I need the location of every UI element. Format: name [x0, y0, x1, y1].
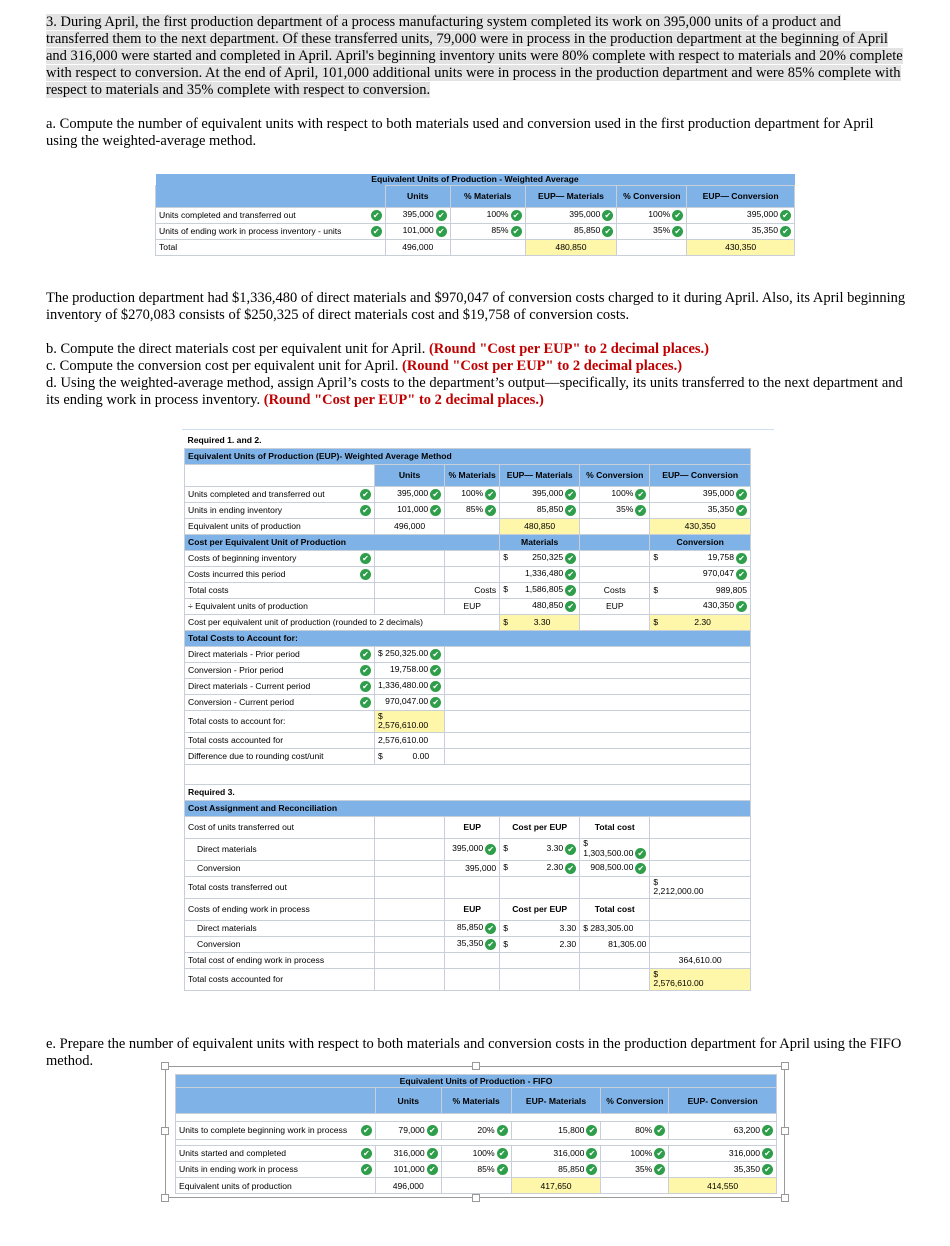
- table-cell: [375, 860, 445, 876]
- table-cell: $ 2.30: [500, 936, 580, 952]
- table-cell: Conversion: [185, 936, 375, 952]
- check-icon: ✔: [511, 210, 522, 221]
- table-cell: [500, 952, 580, 968]
- table-row: [176, 1122, 777, 1140]
- table-cell: Units completed and transferred out ✔: [156, 207, 386, 223]
- table-cell: [580, 550, 650, 566]
- check-icon: ✔: [736, 489, 747, 500]
- check-icon: ✔: [762, 1164, 773, 1175]
- check-icon: ✔: [586, 1148, 597, 1159]
- check-icon: ✔: [654, 1164, 665, 1175]
- table-cell: $ 2,212,000.00: [650, 876, 751, 898]
- table-cell: EUP: [580, 598, 650, 614]
- table-cell: Direct materials: [185, 838, 375, 860]
- check-icon: ✔: [780, 226, 791, 237]
- table-cell: Units: [375, 464, 445, 486]
- table-cell: $ 2,576,610.00: [650, 968, 751, 990]
- table-cell: 480,850: [500, 518, 580, 534]
- table-cell: $ 2.30 ✔: [500, 860, 580, 876]
- check-icon: ✔: [780, 210, 791, 221]
- table-cell: [500, 876, 580, 898]
- table-cell: Total: [156, 239, 386, 255]
- check-icon: ✔: [427, 1148, 438, 1159]
- check-icon: ✔: [361, 1148, 372, 1159]
- table-cell: 395,000 ✔: [385, 207, 450, 223]
- question-intro: [46, 14, 906, 99]
- table-cell: 63,200 ✔: [669, 1122, 777, 1140]
- table-cell: 316,000 ✔: [375, 1146, 441, 1162]
- col-pct-conversion: % Conversion: [617, 185, 687, 207]
- table-cell: 316,000 ✔: [511, 1146, 601, 1162]
- table-cell: 395,000: [445, 860, 500, 876]
- check-icon: ✔: [436, 226, 447, 237]
- table-cell: Direct materials - Current period ✔: [185, 678, 375, 694]
- table-cell: $ 989,805: [650, 582, 751, 598]
- table-cell: 100% ✔: [445, 486, 500, 502]
- col-eup-materials: EUP— Materials: [525, 185, 617, 207]
- table-cell: [375, 566, 445, 582]
- table-cell: [445, 732, 751, 748]
- table-cell: [445, 952, 500, 968]
- table-cell: [445, 566, 500, 582]
- table-cell: Total costs: [185, 582, 375, 598]
- check-icon: ✔: [360, 489, 371, 500]
- table-cell: Required 3.: [185, 784, 751, 800]
- table-cell: Cost per EUP: [500, 816, 580, 838]
- table-cell: $ 250,325.00 ✔: [375, 646, 445, 662]
- table-cell: [445, 662, 751, 678]
- table-cell: 414,550: [669, 1178, 777, 1194]
- table-cell: [650, 920, 751, 936]
- table-row: [185, 486, 751, 502]
- table-cell: [445, 678, 751, 694]
- check-icon: ✔: [565, 553, 576, 564]
- table-cell: $ 283,305.00: [580, 920, 650, 936]
- table-cell: [445, 518, 500, 534]
- table-cell: Conversion - Prior period ✔: [185, 662, 375, 678]
- table-cell: EUP— Conversion: [650, 464, 751, 486]
- col-pct-materials: % Materials: [450, 185, 525, 207]
- table-cell: Costs: [445, 582, 500, 598]
- table-cell: Total cost: [580, 898, 650, 920]
- table-cell: 395,000 ✔: [650, 486, 751, 502]
- check-icon: ✔: [672, 210, 683, 221]
- table-cell: 15,800 ✔: [511, 1122, 601, 1140]
- table-cell: [650, 816, 751, 838]
- check-icon: ✔: [360, 665, 371, 676]
- required-1-2-label: Required 1. and 2.: [187, 434, 262, 445]
- table-cell: [617, 239, 687, 255]
- check-icon: ✔: [635, 848, 646, 859]
- check-icon: ✔: [635, 505, 646, 516]
- table-cell: Conversion - Current period ✔: [185, 694, 375, 710]
- table-cell: [580, 614, 650, 630]
- question-intro-text: 3. During April, the first production department of a process manufacturing system completed its work on 395,000 units of a product and transferred them to the next department. Of these transferred units, 79,000 were in process in the production department at the beginning of April and 316,000 were started and completed in April. April's beginning inventory units were 80% complete with respect to materials and 20% complete with respect to conversion. At the end of April, 101,000 additional units were in process in the production department and were 85% complete with respect to materials and 35% complete with respect to conversion.: [46, 14, 903, 98]
- table-cell: $ 1,586,805 ✔: [500, 582, 580, 598]
- check-icon: ✔: [430, 489, 441, 500]
- table-cell: 430,350: [687, 239, 795, 255]
- table-cell: 364,610.00: [650, 952, 751, 968]
- table-cell: 101,000 ✔: [385, 223, 450, 239]
- table-cell: [445, 694, 751, 710]
- table-cell: EUP- Materials: [511, 1088, 601, 1114]
- table-cell: [375, 968, 445, 990]
- table-bd: [184, 432, 751, 991]
- part-e-prompt: e. Prepare the number of equivalent units with respect to both materials and conversion costs in the production department for April using the FIFO method.: [46, 1036, 902, 1069]
- check-icon: ✔: [565, 569, 576, 580]
- check-icon: ✔: [565, 585, 576, 596]
- table-cell: Cost per equivalent unit of production (rounded to 2 decimals): [185, 614, 500, 630]
- costs-paragraph: The production department had $1,336,480 of direct materials and $970,047 of conversion costs charged to it during April. Also, its April beginning inventory of $270,083 consists of $250,325 of direct materials cost and $19,758 of conversion costs.: [46, 290, 906, 323]
- table-cell: 908,500.00 ✔: [580, 860, 650, 876]
- check-icon: ✔: [361, 1164, 372, 1175]
- check-icon: ✔: [430, 505, 441, 516]
- check-icon: ✔: [565, 844, 576, 855]
- check-icon: ✔: [736, 569, 747, 580]
- table-cell: Cost of units transferred out: [185, 816, 375, 838]
- table-cell: [375, 898, 445, 920]
- table-cell: Costs of beginning inventory ✔: [185, 550, 375, 566]
- check-icon: ✔: [360, 553, 371, 564]
- table-e-title: Equivalent Units of Production - FIFO: [176, 1075, 777, 1088]
- part-a-prompt: a. Compute the number of equivalent units with respect to both materials used and conversion used in the first production department for April using the weighted-average method.: [46, 116, 874, 149]
- table-cell: 35,350 ✔: [650, 502, 751, 518]
- table-row-total: [156, 239, 795, 255]
- table-cell: [375, 598, 445, 614]
- table-cell: [580, 876, 650, 898]
- table-cell: [185, 464, 375, 486]
- table-cell: 35,350 ✔: [445, 936, 500, 952]
- check-icon: ✔: [360, 697, 371, 708]
- table-cell: 496,000: [385, 239, 450, 255]
- table-cell: % Materials: [441, 1088, 511, 1114]
- check-icon: ✔: [427, 1164, 438, 1175]
- table-cell: 395,000 ✔: [445, 838, 500, 860]
- table-cell: Costs of ending work in process: [185, 898, 375, 920]
- check-icon: ✔: [485, 844, 496, 855]
- check-icon: ✔: [586, 1125, 597, 1136]
- table-cell: 85% ✔: [441, 1162, 511, 1178]
- check-icon: ✔: [485, 505, 496, 516]
- table-cell: 101,000 ✔: [375, 502, 445, 518]
- table-cell: EUP— Materials: [500, 464, 580, 486]
- check-icon: ✔: [635, 489, 646, 500]
- table-row: [176, 1146, 777, 1162]
- table-cell: EUP: [445, 898, 500, 920]
- table-cell: 100% ✔: [601, 1146, 669, 1162]
- table-cell: 101,000 ✔: [375, 1162, 441, 1178]
- table-cell: 395,000 ✔: [525, 207, 617, 223]
- check-icon: ✔: [497, 1125, 508, 1136]
- check-icon: ✔: [360, 681, 371, 692]
- table-cell: 20% ✔: [441, 1122, 511, 1140]
- check-icon: ✔: [371, 226, 382, 237]
- check-icon: ✔: [360, 649, 371, 660]
- table-cell: Units in ending work in process ✔: [176, 1162, 376, 1178]
- table-cell: Total costs to account for:: [185, 710, 375, 732]
- table-cell: Difference due to rounding cost/unit: [185, 748, 375, 764]
- table-cell: 79,000 ✔: [375, 1122, 441, 1140]
- table-cell: 480,850: [525, 239, 617, 255]
- table-cell: Costs incurred this period ✔: [185, 566, 375, 582]
- check-icon: ✔: [654, 1148, 665, 1159]
- table-cell: 430,350 ✔: [650, 598, 751, 614]
- check-icon: ✔: [485, 939, 496, 950]
- table-bd-title: Equivalent Units of Production (EUP)- Weighted Average Method: [185, 448, 751, 464]
- table-cell: [650, 838, 751, 860]
- check-icon: ✔: [430, 665, 441, 676]
- table-cell: $ 3.30: [500, 614, 580, 630]
- table-cell: EUP: [445, 598, 500, 614]
- table-cell: ÷ Equivalent units of production: [185, 598, 375, 614]
- check-icon: ✔: [565, 601, 576, 612]
- table-cell: [580, 566, 650, 582]
- table-cell: 395,000 ✔: [500, 486, 580, 502]
- table-cell: [580, 534, 650, 550]
- table-cell: [156, 185, 386, 207]
- table-cell: $ 2.30: [650, 614, 751, 630]
- check-icon: ✔: [736, 601, 747, 612]
- table-cell: Conversion: [185, 860, 375, 876]
- table-cell: 496,000: [375, 518, 445, 534]
- table-cell: [375, 920, 445, 936]
- table-cell: Direct materials: [185, 920, 375, 936]
- table-cell: [650, 936, 751, 952]
- table-cell: Equivalent units of production: [185, 518, 375, 534]
- check-icon: ✔: [485, 489, 496, 500]
- check-icon: ✔: [497, 1148, 508, 1159]
- table-cell: [185, 764, 751, 784]
- table-cell: 19,758.00 ✔: [375, 662, 445, 678]
- table-cell: Direct materials - Prior period ✔: [185, 646, 375, 662]
- check-icon: ✔: [565, 863, 576, 874]
- table-cell: [375, 952, 445, 968]
- table-row-total: [176, 1178, 777, 1194]
- table-cell: 480,850 ✔: [500, 598, 580, 614]
- table-cell: 100% ✔: [580, 486, 650, 502]
- check-icon: ✔: [565, 505, 576, 516]
- check-icon: ✔: [360, 569, 371, 580]
- table-cell: [375, 876, 445, 898]
- table-cell: Total cost of ending work in process: [185, 952, 375, 968]
- table-a: [155, 174, 795, 256]
- table-cell: [445, 748, 751, 764]
- table-cell: 85,850 ✔: [511, 1162, 601, 1178]
- table-cell: 395,000 ✔: [375, 486, 445, 502]
- table-cell: 35% ✔: [617, 223, 687, 239]
- check-icon: ✔: [430, 697, 441, 708]
- table-row: [185, 518, 751, 534]
- table-cell: Equivalent units of production: [176, 1178, 376, 1194]
- table-cell: 81,305.00: [580, 936, 650, 952]
- table-cell: 85% ✔: [450, 223, 525, 239]
- table-cell: Costs: [580, 582, 650, 598]
- check-icon: ✔: [672, 226, 683, 237]
- check-icon: ✔: [427, 1125, 438, 1136]
- col-eup-conversion: EUP— Conversion: [687, 185, 795, 207]
- table-cell: Units in ending inventory ✔: [185, 502, 375, 518]
- table-row: [156, 223, 795, 239]
- table-cell: Total Costs to Account for:: [185, 630, 751, 646]
- check-icon: ✔: [436, 210, 447, 221]
- table-cell: Conversion: [650, 534, 751, 550]
- check-icon: ✔: [361, 1125, 372, 1136]
- check-icon: ✔: [371, 210, 382, 221]
- check-icon: ✔: [635, 863, 646, 874]
- table-cell: 100% ✔: [450, 207, 525, 223]
- table-cell: 417,650: [511, 1178, 601, 1194]
- table-cell: 970,047.00 ✔: [375, 694, 445, 710]
- table-cell: Units of ending work in process inventory - units ✔: [156, 223, 386, 239]
- table-a-title: Equivalent Units of Production - Weighted Average: [156, 174, 795, 185]
- table-cell: 35% ✔: [580, 502, 650, 518]
- check-icon: ✔: [736, 505, 747, 516]
- table-cell: [580, 518, 650, 534]
- table-cell: 85% ✔: [445, 502, 500, 518]
- table-cell: 1,336,480.00 ✔: [375, 678, 445, 694]
- table-cell: [650, 860, 751, 876]
- table-row: [156, 207, 795, 223]
- check-icon: ✔: [602, 210, 613, 221]
- check-icon: ✔: [511, 226, 522, 237]
- table-cell: 2,576,610.00: [375, 732, 445, 748]
- table-cell: EUP: [445, 816, 500, 838]
- check-icon: ✔: [497, 1164, 508, 1175]
- table-cell: 1,336,480 ✔: [500, 566, 580, 582]
- table-cell: [445, 876, 500, 898]
- table-cell: [176, 1114, 777, 1122]
- table-cell: Total costs accounted for: [185, 732, 375, 748]
- table-cell: $ 250,325 ✔: [500, 550, 580, 566]
- table-cell: 100% ✔: [441, 1146, 511, 1162]
- table-cell: [450, 239, 525, 255]
- check-icon: ✔: [602, 226, 613, 237]
- table-cell: 430,350: [650, 518, 751, 534]
- table-cell: [445, 968, 500, 990]
- table-row: [185, 502, 751, 518]
- table-cell: Total costs transferred out: [185, 876, 375, 898]
- table-cell: 100% ✔: [617, 207, 687, 223]
- table-e: [175, 1074, 777, 1194]
- table-cell: 395,000 ✔: [687, 207, 795, 223]
- table-cell: [375, 816, 445, 838]
- table-cell: Units to complete beginning work in process ✔: [176, 1122, 376, 1140]
- table-cell: [601, 1178, 669, 1194]
- table-cell: $ 3.30 ✔: [500, 838, 580, 860]
- check-icon: ✔: [762, 1125, 773, 1136]
- table-cell: $ 1,303,500.00 ✔: [580, 838, 650, 860]
- table-cell: Cost Assignment and Reconciliation: [185, 800, 751, 816]
- table-cell: 316,000 ✔: [669, 1146, 777, 1162]
- check-icon: ✔: [586, 1164, 597, 1175]
- table-row: [176, 1162, 777, 1178]
- check-icon: ✔: [485, 923, 496, 934]
- table-cell: Units started and completed ✔: [176, 1146, 376, 1162]
- table-cell: [445, 710, 751, 732]
- table-cell: [441, 1178, 511, 1194]
- table-cell: [375, 936, 445, 952]
- check-icon: ✔: [430, 681, 441, 692]
- table-cell: [445, 646, 751, 662]
- table-cell: % Materials: [445, 464, 500, 486]
- table-cell: Units: [375, 1088, 441, 1114]
- table-cell: $ 3.30: [500, 920, 580, 936]
- table-cell: [650, 898, 751, 920]
- table-cell: $ 0.00: [375, 748, 445, 764]
- table-cell: [375, 550, 445, 566]
- table-cell: $ 19,758 ✔: [650, 550, 751, 566]
- table-cell: 85,850 ✔: [525, 223, 617, 239]
- table-cell: $ 2,576,610.00: [375, 710, 445, 732]
- table-cell: [500, 968, 580, 990]
- table-cell: [375, 838, 445, 860]
- table-cell: Cost per EUP: [500, 898, 580, 920]
- table-cell: 35% ✔: [601, 1162, 669, 1178]
- table-cell: Materials: [500, 534, 580, 550]
- check-icon: ✔: [762, 1148, 773, 1159]
- check-icon: ✔: [360, 505, 371, 516]
- table-cell: % Conversion: [601, 1088, 669, 1114]
- table-cell: Units completed and transferred out ✔: [185, 486, 375, 502]
- table-cell: Total costs accounted for: [185, 968, 375, 990]
- table-cell: % Conversion: [580, 464, 650, 486]
- table-cell: Cost per Equivalent Unit of Production: [185, 534, 500, 550]
- table-cell: 85,850 ✔: [500, 502, 580, 518]
- check-icon: ✔: [736, 553, 747, 564]
- table-cell: 970,047 ✔: [650, 566, 751, 582]
- check-icon: ✔: [565, 489, 576, 500]
- table-cell: 80% ✔: [601, 1122, 669, 1140]
- check-icon: ✔: [654, 1125, 665, 1136]
- table-cell: EUP- Conversion: [669, 1088, 777, 1114]
- table-cell: [580, 952, 650, 968]
- col-units: Units: [385, 185, 450, 207]
- table-cell: 85,850 ✔: [445, 920, 500, 936]
- parts-bcd: b. Compute the direct materials cost per equivalent unit for April. (Round "Cost per EUP" to 2 decimal places.) c. Compute the conversion cost per equivalent unit for April. (Round "Cost per EUP" to 2 decimal places.) d. Using the weighted-average method, assign April’s costs to the department’s output—specifically, its units transferred to the next department and its ending work in process inventory. (Round "Cost per EUP" to 2 decimal places.): [46, 341, 903, 408]
- table-cell: Total cost: [580, 816, 650, 838]
- table-cell: [580, 968, 650, 990]
- table-cell: [375, 582, 445, 598]
- table-cell: 496,000: [375, 1178, 441, 1194]
- table-cell: [176, 1088, 376, 1114]
- table-cell: 35,350 ✔: [687, 223, 795, 239]
- table-cell: 35,350 ✔: [669, 1162, 777, 1178]
- table-cell: [445, 550, 500, 566]
- check-icon: ✔: [430, 649, 441, 660]
